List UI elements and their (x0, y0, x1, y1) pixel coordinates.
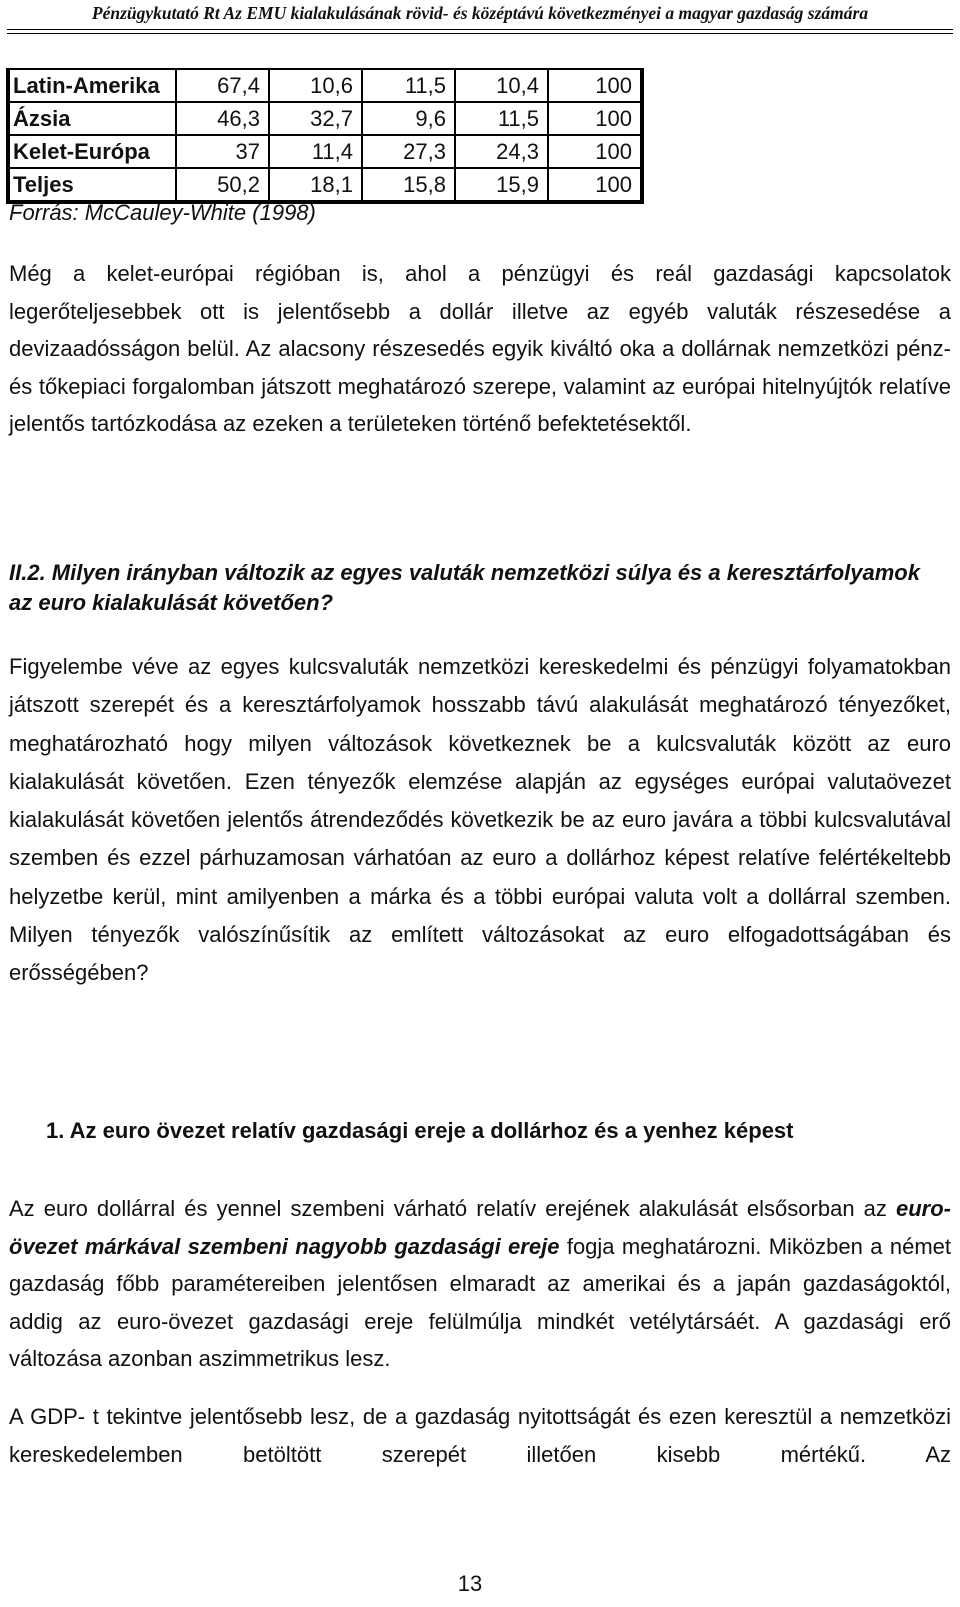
row-label: Latin-Amerika (8, 69, 176, 102)
table-cell: 15,9 (455, 168, 548, 202)
paragraph-3-start: Az euro dollárral és yennel szembeni várható relatív erejének alakulását elsősorban az (9, 1196, 896, 1221)
emphasis-text: euro-övezet márkával szembeni nagyobb gazdasági ereje (9, 1196, 951, 1259)
table-cell: 100 (548, 135, 642, 168)
paragraph-3-end: fogja meghatározni. Miközben a német gazdaság főbb paramétereiben jelentősen elmaradt az amerikai és a japán gazdaságoktól, addig az euro-övezet gazdasági ereje felülmúlja mindkét vetélytársáét. A gazdasági erő változása azonban aszimmetrikus lesz. (9, 1233, 951, 1371)
paragraph-1: Még a kelet-európai régióban is, ahol a pénzügyi és reál gazdasági kapcsolatok legerőteljesebbek ott is jelentősebb a dollár illetve az egyéb valuták részesedése a devizaadósságon belül. Az alacsony részesedés egyik kiváltó oka a dollárnak nemzetközi pénz- és tőkepiaci forgalomban játszott meghatározó szerepe, valamint az európai hitelnyújtók relatíve jelentős tartózkodása az ezeken a területeken történő befektetésektől. (9, 261, 951, 436)
table-cell: 10,4 (455, 69, 548, 102)
currency-share-table (6, 68, 644, 204)
running-header: Pénzügykutató Rt Az EMU kialakulásának rövid- és középtávú következményei a magyar gazdaság számára (91, 3, 869, 23)
table-cell: 100 (548, 69, 642, 102)
header-rule-thin (7, 33, 953, 34)
paragraph-4: A GDP- t tekintve jelentősebb lesz, de a gazdaság nyitottságát és ezen keresztül a nemzetközi kereskedelemben betöltött szerepét illetően kisebb mértékű. Az (9, 1404, 951, 1467)
table-row (8, 135, 642, 168)
table-cell: 37 (176, 135, 269, 168)
table-cell: 11,4 (269, 135, 362, 168)
table-cell: 46,3 (176, 102, 269, 135)
table-cell: 27,3 (362, 135, 455, 168)
table-cell: 11,5 (362, 69, 455, 102)
row-label: Kelet-Európa (8, 135, 176, 168)
table-cell: 11,5 (455, 102, 548, 135)
table-row (8, 69, 642, 102)
table-row (8, 102, 642, 135)
header-rule (7, 29, 953, 30)
paragraph-2: Figyelembe véve az egyes kulcsvaluták nemzetközi kereskedelmi és pénzügyi folyamatokban játszott szerepét és a keresztárfolyamok hosszabb távú alakulását meghatározó tényezőket, meghatározható hogy milyen változások következnek be a kulcsvaluták között az euro kialakulását követően. Ezen tényezők elemzése alapján az egységes európai valutaövezet kialakulását követően jelentős átrendeződés következik be az euro javára a többi kulcsvalutával szemben és ezzel párhuzamosan várhatóan az euro a dollárhoz képest relatíve felértékeltebb helyzetbe kerül, mint amilyenben a márka és a többi európai valuta volt a dollárral szemben. Milyen tényezők valószínűsítik az említett változásokat az euro elfogadottságában és erősségében? (9, 654, 951, 986)
table-cell: 10,6 (269, 69, 362, 102)
table-source: Forrás: McCauley-White (1998) (9, 200, 316, 225)
table-cell: 67,4 (176, 69, 269, 102)
section-heading: II.2. Milyen irányban változik az egyes valuták nemzetközi súlya és a keresztárfolyamok az euro kialakulását követően? (9, 560, 920, 615)
paragraph-3 (9, 1190, 951, 1378)
table-cell: 100 (548, 102, 642, 135)
table-cell: 18,1 (269, 168, 362, 202)
table-cell: 50,2 (176, 168, 269, 202)
table-cell: 9,6 (362, 102, 455, 135)
table-cell: 24,3 (455, 135, 548, 168)
table-cell: 100 (548, 168, 642, 202)
table-cell: 15,8 (362, 168, 455, 202)
row-label: Teljes (8, 168, 176, 202)
table-cell: 32,7 (269, 102, 362, 135)
subsection-heading: 1. Az euro övezet relatív gazdasági ereje a dollárhoz és a yenhez képest (46, 1118, 794, 1143)
row-label: Ázsia (8, 102, 176, 135)
page-number: 13 (457, 1571, 483, 1596)
table-row-total (8, 168, 642, 202)
